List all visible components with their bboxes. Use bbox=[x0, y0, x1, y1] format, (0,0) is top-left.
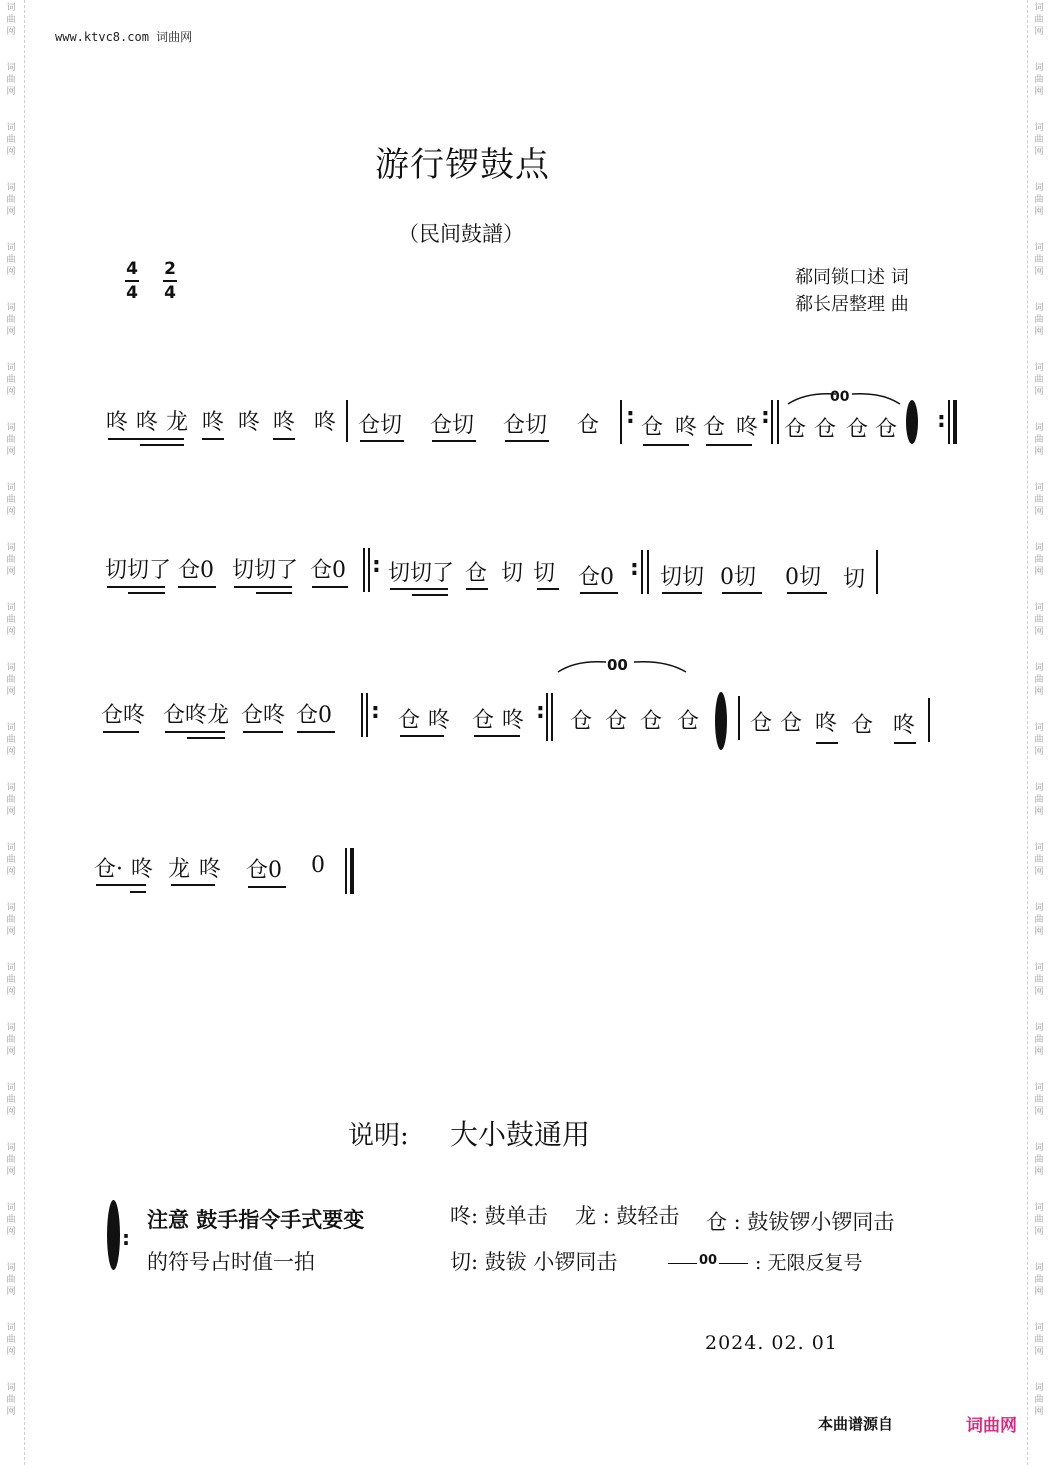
final-barline bbox=[948, 400, 950, 444]
beat-underline bbox=[243, 731, 283, 733]
side-watermark-text: 词 曲 网 bbox=[6, 3, 16, 37]
hand-signal-symbol bbox=[107, 1200, 120, 1270]
score-note: 仓 bbox=[570, 709, 593, 734]
side-watermark-text: 词 曲 网 bbox=[1034, 183, 1044, 217]
repeat-barline bbox=[620, 400, 622, 444]
side-watermark-text: 词 曲 网 bbox=[1034, 1323, 1044, 1357]
side-watermark-text: 词 曲 网 bbox=[1034, 663, 1044, 697]
score-note: 0切 bbox=[720, 565, 756, 590]
side-watermark-text: 词 曲 网 bbox=[1034, 3, 1044, 37]
side-watermark-text: 词 曲 网 bbox=[1034, 783, 1044, 817]
barline bbox=[738, 696, 740, 740]
source-label: 本曲谱源自 bbox=[818, 1415, 894, 1433]
score-note: 仓0 bbox=[296, 703, 332, 728]
time-signature-4-4 bbox=[123, 259, 141, 303]
score-note: 仓 bbox=[750, 711, 773, 736]
score-note: 仓咚 bbox=[101, 703, 146, 728]
side-watermark-text: 词 曲 网 bbox=[1034, 123, 1044, 157]
explanation-label: 说明: bbox=[348, 1121, 409, 1151]
beat-underline bbox=[662, 592, 702, 594]
side-watermark-text: 词 曲 网 bbox=[6, 903, 16, 937]
beat-underline bbox=[505, 440, 549, 442]
side-watermark-text: 词 曲 网 bbox=[6, 843, 16, 877]
side-watermark-text: 词 曲 网 bbox=[6, 1023, 16, 1057]
time-signature-divider bbox=[125, 280, 139, 282]
score-note: 仓0 bbox=[310, 558, 346, 583]
side-watermark-text: 词 曲 网 bbox=[6, 1083, 16, 1117]
beat-underline bbox=[171, 884, 215, 886]
beat-underline bbox=[360, 440, 404, 442]
score-note: 仓 bbox=[465, 561, 488, 586]
score-note: 咚 bbox=[428, 708, 451, 733]
score-note: 切切 bbox=[660, 565, 705, 590]
beat-underline bbox=[474, 735, 520, 737]
barline bbox=[346, 400, 348, 442]
score-note: 切切了 bbox=[232, 558, 299, 583]
score-note: 咚 bbox=[202, 410, 225, 435]
side-watermark-text: 词 曲 网 bbox=[6, 303, 16, 337]
beat-underline bbox=[187, 737, 225, 739]
hand-signal-symbol bbox=[906, 400, 918, 444]
repeat-barline bbox=[361, 693, 363, 737]
side-watermark-text: 词 曲 网 bbox=[1034, 1023, 1044, 1057]
beat-underline bbox=[273, 438, 295, 440]
score-note: 咚 bbox=[106, 410, 129, 435]
score-note: 咚 bbox=[136, 410, 159, 435]
final-barline-thick bbox=[953, 400, 957, 444]
brand-link[interactable]: 词曲网 bbox=[966, 1416, 1017, 1436]
side-watermark-text: 词 曲 网 bbox=[6, 63, 16, 97]
infinite-repeat-label: 00 bbox=[830, 389, 850, 405]
side-watermark-text: 词 曲 网 bbox=[1034, 1143, 1044, 1177]
score-note: 切切了 bbox=[388, 561, 455, 586]
side-watermark-text: 词 曲 网 bbox=[1034, 543, 1044, 577]
legend-long: 龙 : 鼓轻击 bbox=[575, 1204, 680, 1228]
side-watermark-text: 词 曲 网 bbox=[6, 603, 16, 637]
score-note: 切 bbox=[533, 561, 556, 586]
left-side-watermark bbox=[0, 0, 22, 1465]
legend-colon: : bbox=[122, 1226, 130, 1250]
repeat-dots: : bbox=[761, 404, 770, 429]
barline bbox=[876, 550, 878, 594]
score-note: 仓 bbox=[605, 709, 628, 734]
beat-underline bbox=[706, 444, 752, 446]
score-note: 仓0 bbox=[178, 558, 214, 583]
repeat-barline bbox=[641, 550, 643, 594]
final-barline bbox=[345, 848, 347, 894]
score-note: 仓 bbox=[780, 711, 803, 736]
side-watermark-text: 词 曲 网 bbox=[1034, 963, 1044, 997]
date: 2024. 02. 01 bbox=[705, 1332, 838, 1354]
side-watermark-text: 词 曲 网 bbox=[1034, 63, 1044, 97]
side-watermark-text: 词 曲 网 bbox=[1034, 723, 1044, 757]
hand-signal-symbol bbox=[715, 692, 727, 750]
side-watermark-text: 词 曲 网 bbox=[1034, 603, 1044, 637]
side-watermark-text: 词 曲 网 bbox=[6, 363, 16, 397]
side-watermark-text: 词 曲 网 bbox=[6, 783, 16, 817]
repeat-barline bbox=[551, 693, 553, 741]
side-watermark-text: 词 曲 网 bbox=[1034, 483, 1044, 517]
score-note: 仓 bbox=[814, 417, 837, 442]
score-note: 0 bbox=[311, 853, 325, 878]
beat-underline bbox=[140, 444, 184, 446]
repeat-barline bbox=[647, 550, 649, 594]
side-watermark-text: 词 曲 网 bbox=[1034, 243, 1044, 277]
beat-underline bbox=[894, 742, 916, 744]
side-watermark-text: 词 曲 网 bbox=[1034, 1203, 1044, 1237]
side-watermark-text: 词 曲 网 bbox=[1034, 423, 1044, 457]
score-note: 仓 bbox=[851, 713, 874, 738]
score-note: 仓0 bbox=[578, 565, 614, 590]
beat-underline bbox=[787, 592, 827, 594]
score-note: 仓· bbox=[94, 857, 123, 882]
beat-underline bbox=[256, 592, 292, 594]
beat-underline bbox=[108, 438, 184, 440]
site-watermark[interactable]: www.ktvc8.com 词曲网 bbox=[55, 30, 193, 44]
side-watermark-text: 词 曲 网 bbox=[6, 243, 16, 277]
explanation-value: 大小鼓通用 bbox=[450, 1118, 591, 1151]
music-credit: 郗长居整理 曲 bbox=[795, 294, 909, 315]
side-watermark-text: 词 曲 网 bbox=[1034, 303, 1044, 337]
infinite-repeat-label: 00 bbox=[607, 656, 628, 674]
score-note: 咚 bbox=[238, 410, 261, 435]
beat-underline bbox=[390, 588, 448, 590]
side-watermark-text: 词 曲 网 bbox=[6, 183, 16, 217]
repeat-barline bbox=[546, 693, 548, 741]
side-watermark-text: 词 曲 网 bbox=[6, 1323, 16, 1357]
beat-underline bbox=[816, 742, 838, 744]
score-note: 仓切 bbox=[358, 413, 403, 438]
time-signature-2-4 bbox=[161, 259, 179, 303]
score-note: 咚 bbox=[273, 410, 296, 435]
side-watermark-text: 词 曲 网 bbox=[1034, 903, 1044, 937]
score-note: 咚 bbox=[893, 713, 916, 738]
score-note: 咚 bbox=[314, 410, 337, 435]
beat-underline bbox=[130, 891, 146, 893]
legend-repeat-sign: 00 bbox=[699, 1253, 718, 1268]
score-note: 龙 bbox=[166, 410, 189, 435]
beat-underline bbox=[580, 592, 618, 594]
barline bbox=[928, 698, 930, 742]
repeat-barline bbox=[771, 400, 773, 444]
side-watermark-text: 词 曲 网 bbox=[6, 543, 16, 577]
side-watermark-text: 词 曲 网 bbox=[6, 1383, 16, 1417]
beat-underline bbox=[400, 735, 444, 737]
side-watermark-text: 词 曲 网 bbox=[1034, 1083, 1044, 1117]
score-note: 切 bbox=[501, 561, 524, 586]
score-note: 咚 bbox=[199, 857, 222, 882]
beat-underline bbox=[537, 588, 559, 590]
score-note: 切切了 bbox=[105, 558, 172, 583]
score-note: 仓 bbox=[398, 708, 421, 733]
beat-underline bbox=[643, 444, 689, 446]
time-signature-divider bbox=[163, 280, 177, 282]
side-watermark-text: 词 曲 网 bbox=[1034, 843, 1044, 877]
side-watermark-text: 词 曲 网 bbox=[6, 723, 16, 757]
lyrics-credit: 郗同锁口述 词 bbox=[795, 267, 909, 288]
score-note: 仓切 bbox=[430, 413, 475, 438]
time-signature-top: 2 bbox=[164, 259, 176, 279]
beat-underline bbox=[178, 586, 216, 588]
left-margin-line bbox=[24, 0, 25, 1465]
side-watermark-text: 词 曲 网 bbox=[6, 663, 16, 697]
beat-underline bbox=[103, 731, 139, 733]
final-barline-thick bbox=[350, 848, 354, 894]
beat-underline bbox=[248, 886, 286, 888]
score-note: 仓0 bbox=[246, 858, 282, 883]
beat-underline bbox=[722, 592, 762, 594]
score-note: 仓 bbox=[846, 417, 869, 442]
score-note: 切 bbox=[843, 567, 866, 592]
beat-underline bbox=[107, 586, 165, 588]
score-note: 咚 bbox=[675, 415, 698, 440]
score-note: 咚 bbox=[736, 415, 759, 440]
repeat-dots: : bbox=[536, 699, 545, 724]
beat-underline bbox=[312, 586, 348, 588]
time-signature-top: 4 bbox=[126, 259, 138, 279]
beat-underline bbox=[165, 731, 225, 733]
side-watermark-text: 词 曲 网 bbox=[6, 1203, 16, 1237]
repeat-barline bbox=[368, 548, 370, 592]
legend-repeat-desc: : 无限反复号 bbox=[755, 1252, 863, 1274]
legend-cang: 仓 : 鼓钹锣小锣同击 bbox=[706, 1210, 895, 1234]
beat-underline bbox=[432, 440, 476, 442]
time-signature-bottom: 4 bbox=[126, 283, 138, 303]
side-watermark-text: 词 曲 网 bbox=[1034, 363, 1044, 397]
side-watermark-text: 词 曲 网 bbox=[1034, 1263, 1044, 1297]
score-note: 仓咚 bbox=[241, 703, 286, 728]
score-note: 0切 bbox=[785, 565, 821, 590]
repeat-dots: : bbox=[371, 699, 380, 724]
score-note: 仓 bbox=[703, 415, 726, 440]
legend-dong: 咚: 鼓单击 bbox=[450, 1204, 548, 1228]
score-note: 咚 bbox=[131, 857, 154, 882]
repeat-barline bbox=[366, 693, 368, 737]
score-note: 仓切 bbox=[503, 413, 548, 438]
side-watermark-text: 词 曲 网 bbox=[6, 123, 16, 157]
score-note: 仓 bbox=[577, 413, 600, 438]
score-note: 仓 bbox=[640, 709, 663, 734]
beat-underline bbox=[466, 588, 488, 590]
beat-underline bbox=[128, 592, 165, 594]
repeat-barline bbox=[363, 548, 365, 592]
beat-underline bbox=[96, 884, 146, 886]
score-note: 仓 bbox=[641, 415, 664, 440]
side-watermark-text: 词 曲 网 bbox=[6, 963, 16, 997]
repeat-dots: : bbox=[630, 556, 639, 581]
score-note: 咚 bbox=[815, 711, 838, 736]
score-note: 仓 bbox=[875, 417, 898, 442]
score-note: 仓咚龙 bbox=[163, 703, 230, 728]
score-note: 仓 bbox=[784, 417, 807, 442]
time-signature-bottom: 4 bbox=[164, 283, 176, 303]
side-watermark-text: 词 曲 网 bbox=[6, 1143, 16, 1177]
side-watermark-text: 词 曲 网 bbox=[6, 423, 16, 457]
score-note: 咚 bbox=[502, 708, 525, 733]
beat-underline bbox=[412, 594, 448, 596]
side-watermark-text: 词 曲 网 bbox=[1034, 1383, 1044, 1417]
page-subtitle: （民间鼓譜） bbox=[398, 222, 524, 246]
beat-underline bbox=[234, 586, 292, 588]
beat-underline bbox=[297, 731, 335, 733]
repeat-dots: : bbox=[937, 408, 946, 433]
side-watermark-text: 词 曲 网 bbox=[6, 1263, 16, 1297]
page-title: 游行锣鼓点 bbox=[375, 145, 550, 185]
right-side-watermark bbox=[1028, 0, 1050, 1465]
legend-note-line1: 注意 鼓手指令手式要变 bbox=[147, 1207, 365, 1232]
legend-qie: 切: 鼓钹 小锣同击 bbox=[450, 1250, 618, 1274]
score-note: 龙 bbox=[168, 857, 191, 882]
repeat-dots: : bbox=[626, 404, 635, 429]
legend-note-line2: 的符号占时值一拍 bbox=[147, 1250, 315, 1274]
score-note: 仓 bbox=[677, 709, 700, 734]
repeat-dots: : bbox=[372, 553, 381, 578]
beat-underline bbox=[202, 438, 224, 440]
score-note: 仓 bbox=[472, 708, 495, 733]
side-watermark-text: 词 曲 网 bbox=[6, 483, 16, 517]
repeat-barline bbox=[777, 400, 779, 444]
